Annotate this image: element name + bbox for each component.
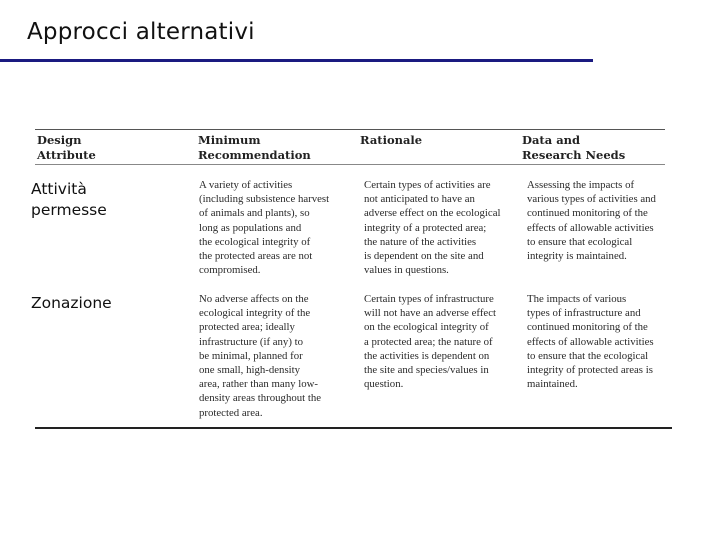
- row-label-attivita-permesse: Attività permesse: [31, 180, 107, 219]
- slide-title: Approcci alternativi: [27, 19, 255, 45]
- cell-rationale: Certain types of infrastructure will not have an adverse effect on the ecological integrity of a protected area; the nature of the activities is dependent on the site and species/values in question.: [364, 293, 497, 391]
- header-rationale: Rationale: [360, 133, 423, 147]
- row-label-zonazione: Zonazione: [31, 294, 112, 312]
- header-rule: [35, 164, 665, 165]
- cell-minimum-recommendation: A variety of activities (including subsistence harvest of animals and plants), so long as populations and the ecological integrity of the protected areas are not compromised.: [199, 179, 330, 277]
- table-top-rule: [35, 129, 665, 130]
- cell-data-research-needs: Assessing the impacts of various types of activities and continued monitoring of the effects of allowable activities to ensure that ecological integrity is maintained.: [527, 179, 656, 263]
- header-data-research-needs: Data and Research Needs: [522, 133, 626, 162]
- cell-data-research-needs: The impacts of various types of infrastructure and continued monitoring of the effects of allowable activities to ensure that the ecological integrity of protected areas is maintained.: [527, 293, 654, 391]
- cell-minimum-recommendation: No adverse affects on the ecological integrity of the protected area; ideally infrastructure (if any) to be minimal, planned for one small, high-density area, rather than many low- density areas throughout the protected area.: [199, 293, 322, 419]
- header-design-attribute: Design Attribute: [37, 133, 96, 162]
- title-underline: [0, 59, 593, 62]
- header-minimum-recommendation: Minimum Recommendation: [198, 133, 311, 162]
- cell-rationale: Certain types of activities are not anticipated to have an adverse effect on the ecological integrity of a protected area; the nature of the activities is dependent on the site and values in questions.: [364, 179, 501, 277]
- table-bottom-rule: [35, 427, 672, 429]
